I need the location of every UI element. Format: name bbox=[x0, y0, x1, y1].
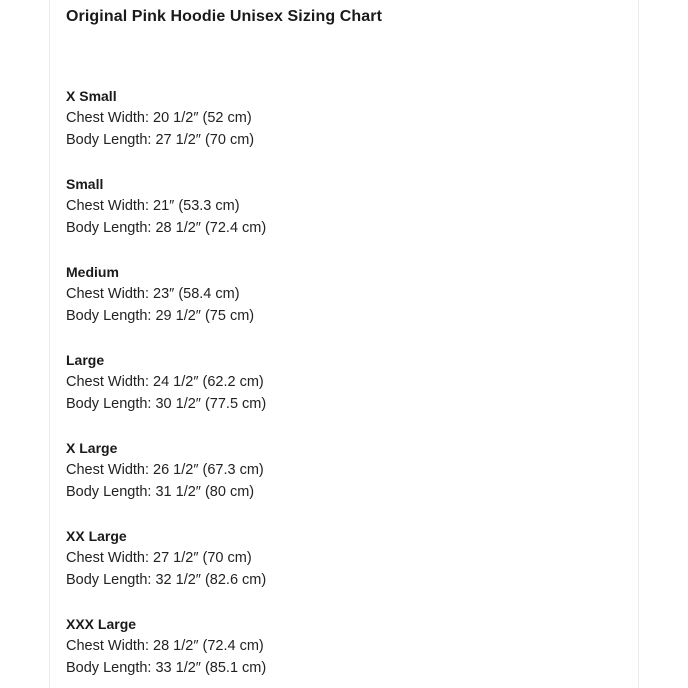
body-length: Body Length: 32 1/2″ (82.6 cm) bbox=[66, 572, 267, 588]
size-name: XX Large bbox=[66, 528, 127, 544]
size-block-large bbox=[66, 349, 626, 437]
size-block-x-large bbox=[66, 437, 626, 525]
size-block-xx-large bbox=[66, 525, 626, 613]
size-block-small bbox=[66, 173, 626, 261]
chest-width: Chest Width: 24 1/2″ (62.2 cm) bbox=[66, 374, 264, 390]
size-name: Medium bbox=[66, 264, 119, 280]
chest-width: Chest Width: 28 1/2″ (72.4 cm) bbox=[66, 638, 264, 654]
size-block-medium bbox=[66, 261, 626, 349]
size-name: X Small bbox=[66, 88, 117, 104]
size-list bbox=[66, 85, 626, 688]
size-block-x-small bbox=[66, 85, 626, 173]
chest-width: Chest Width: 27 1/2″ (70 cm) bbox=[66, 550, 252, 566]
body-length: Body Length: 27 1/2″ (70 cm) bbox=[66, 132, 255, 148]
body-length: Body Length: 29 1/2″ (75 cm) bbox=[66, 308, 255, 324]
body-length: Body Length: 30 1/2″ (77.5 cm) bbox=[66, 396, 267, 412]
chest-width: Chest Width: 20 1/2″ (52 cm) bbox=[66, 110, 252, 126]
size-name: Small bbox=[66, 176, 104, 192]
chest-width: Chest Width: 23″ (58.4 cm) bbox=[66, 286, 240, 302]
size-name: Large bbox=[66, 352, 105, 368]
size-block-xxx-large bbox=[66, 613, 626, 688]
body-length: Body Length: 33 1/2″ (85.1 cm) bbox=[66, 660, 267, 676]
body-length: Body Length: 31 1/2″ (80 cm) bbox=[66, 484, 255, 500]
chest-width: Chest Width: 21″ (53.3 cm) bbox=[66, 198, 240, 214]
chest-width: Chest Width: 26 1/2″ (67.3 cm) bbox=[66, 462, 264, 478]
page-title: Original Pink Hoodie Unisex Sizing Chart bbox=[66, 8, 383, 25]
size-name: XXX Large bbox=[66, 616, 137, 632]
body-length: Body Length: 28 1/2″ (72.4 cm) bbox=[66, 220, 267, 236]
size-name: X Large bbox=[66, 440, 118, 456]
